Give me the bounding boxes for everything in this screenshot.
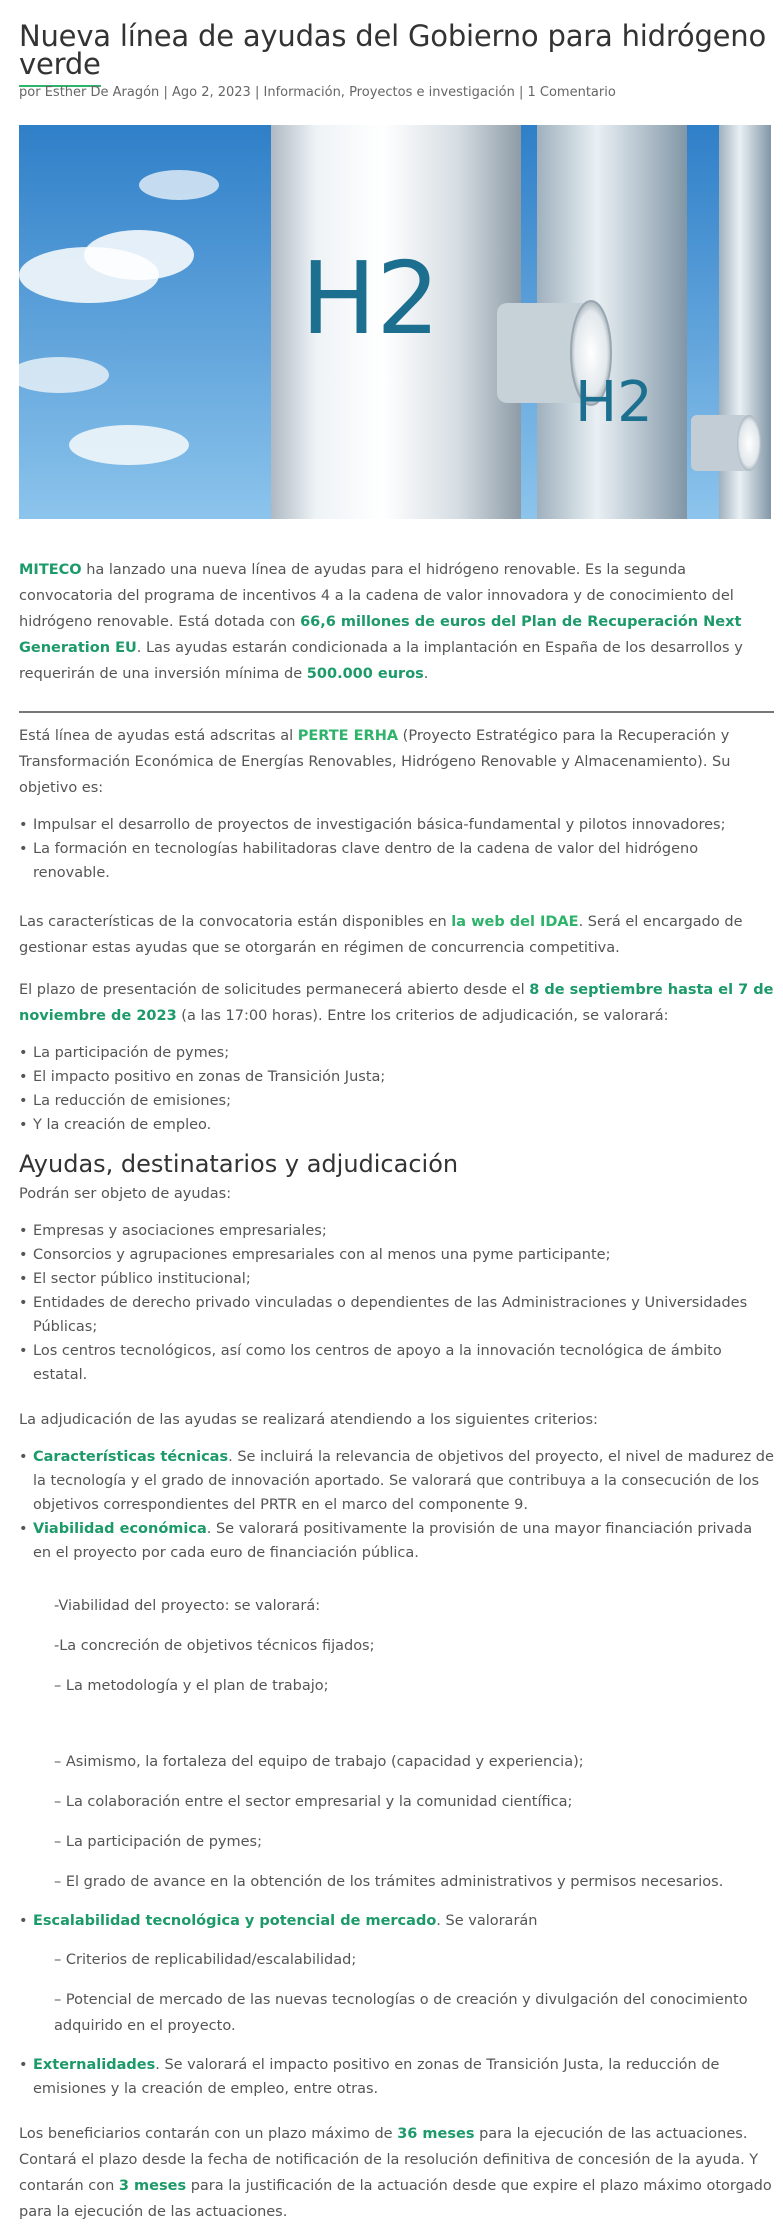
- beneficiaries-intro: Podrán ser objeto de ayudas:: [19, 1186, 232, 1202]
- subcriterion: – La participación de pymes;: [54, 1834, 262, 1850]
- beneficiaries-list: [19, 1219, 774, 1387]
- externalities-list: [19, 2053, 774, 2101]
- list-item: • La reducción de emisiones;: [33, 1089, 774, 1113]
- divider: [19, 711, 774, 713]
- list-item: • El impacto positivo en zonas de Transición Justa;: [33, 1065, 774, 1089]
- meta-by: por: [19, 85, 41, 100]
- final-text: para la ejecución de las actuaciones. Contará el plazo desde la fecha de notificación de la resolución definitiva de concesión de la ayuda. Y contarán con: [19, 2126, 759, 2194]
- plazo-text: (a las 17:00 horas). Entre los criterios de adjudicación, se valorará:: [176, 1008, 669, 1024]
- list-item: • Consorcios y agrupaciones empresariales con al menos una pyme participante;: [33, 1243, 774, 1267]
- list-item: • Empresas y asociaciones empresariales;: [33, 1219, 774, 1243]
- months-highlight: 36 meses: [397, 2126, 475, 2142]
- final-paragraph: [19, 2121, 774, 2225]
- meta-sep: |: [518, 85, 524, 100]
- criteria-intro: La adjudicación de las ayudas se realizará atendiendo a los siguientes criterios:: [19, 1412, 598, 1428]
- intro-text: ha lanzado una nueva línea de ayudas para el hidrógeno renovable. Es la segunda convocatoria del programa de incentivos 4 a la cadena de valor innovadora y de conocimiento del hidrógeno renovable. Está dotada con: [19, 562, 734, 630]
- perte-link[interactable]: PERTE ERHA: [297, 728, 399, 744]
- list-item: [33, 1909, 774, 1933]
- intro-paragraph: [19, 557, 774, 687]
- list-item: • Los centros tecnológicos, así como los centros de apoyo a la innovación tecnológica de ámbito estatal.: [33, 1339, 774, 1387]
- categories-link[interactable]: Información, Proyectos e investigación: [263, 85, 515, 100]
- list-item: • Impulsar el desarrollo de proyectos de investigación básica-fundamental y pilotos innovadores;: [33, 813, 774, 837]
- criterion-title: Características técnicas: [33, 1449, 229, 1465]
- list-item: • El sector público institucional;: [33, 1267, 774, 1291]
- author-link[interactable]: Esther De Aragón: [44, 85, 160, 100]
- comments-link[interactable]: 1 Comentario: [527, 85, 616, 100]
- final-text: Los beneficiarios contarán con un plazo máximo de: [19, 2126, 398, 2142]
- viability-subcriteria: [19, 1593, 774, 1895]
- criterion-title: Externalidades: [33, 2057, 156, 2073]
- idae-paragraph: [19, 909, 774, 961]
- miteco-link[interactable]: MITECO: [19, 562, 82, 578]
- subcriterion: – Asimismo, la fortaleza del equipo de trabajo (capacidad y experiencia);: [54, 1754, 584, 1770]
- intro-text: .: [423, 666, 429, 682]
- plazo-text: El plazo de presentación de solicitudes permanecerá abierto desde el: [19, 982, 530, 998]
- subcriterion: – Potencial de mercado de las nuevas tecnologías o de creación y divulgación del conocimiento adquirido en el proyecto.: [54, 1992, 748, 2034]
- list-item: • La formación en tecnologías habilitadoras clave dentro de la cadena de valor del hidrógeno renovable.: [33, 837, 774, 885]
- meta-sep: |: [163, 85, 168, 100]
- min-investment-highlight: 500.000 euros: [306, 666, 424, 682]
- plazo-paragraph: [19, 977, 774, 1029]
- post-date: Ago 2, 2023: [171, 85, 251, 100]
- hero-label-small: H2: [575, 370, 653, 435]
- criterion-title: Viabilidad económica: [33, 1521, 207, 1537]
- scalability-subcriteria: [19, 1947, 774, 2039]
- idae-link[interactable]: la web del IDAE: [451, 914, 579, 930]
- list-item: [33, 1517, 774, 1565]
- final-text: para la justificación de la actuación desde que expire el plazo máximo otorgado para la ejecución de las actuaciones.: [19, 2178, 772, 2220]
- section-heading: Ayudas, destinatarios y adjudicación: [19, 1150, 459, 1178]
- subcriterion: -Viabilidad del proyecto: se valorará:: [54, 1598, 321, 1614]
- criterion-text: . Se valorará positivamente la provisión de una mayor financiación privada en el proyecto por cada euro de financiación pública.: [33, 1521, 753, 1561]
- meta-sep: |: [254, 85, 260, 100]
- list-item: • Entidades de derecho privado vinculadas o dependientes de las Administraciones y Universidades Públicas;: [33, 1291, 774, 1339]
- intro-text: . Las ayudas estarán condicionada a la implantación en España de los desarrollos y requerirán de una inversión mínima de: [19, 640, 743, 682]
- perte-text: (Proyecto Estratégico para la Recuperación y Transformación Económica de Energías Renovables, Hidrógeno Renovable y Almacenamiento). Su objetivo es:: [19, 728, 731, 796]
- criterion-title: Escalabilidad tecnológica y potencial de mercado: [33, 1913, 437, 1929]
- hero-image: [19, 125, 771, 519]
- perte-list: [19, 813, 774, 885]
- article: [19, 19, 774, 2225]
- criteria-list: [19, 1041, 774, 1137]
- list-item: [33, 2053, 774, 2101]
- subcriterion: – La metodología y el plan de trabajo;: [54, 1678, 329, 1694]
- list-item: • Y la creación de empleo.: [33, 1113, 774, 1137]
- months-highlight: 3 meses: [118, 2178, 187, 2194]
- criterion-text: . Se valorará el impacto positivo en zonas de Transición Justa, la reducción de emisiones y la creación de empleo, entre otras.: [33, 2057, 720, 2097]
- hero-label-big: H2: [301, 240, 440, 357]
- criterion-text: . Se valorarán: [436, 1913, 538, 1929]
- dates-highlight: 8 de septiembre hasta el 7 de noviembre de 2023: [19, 982, 774, 1024]
- list-item: [33, 1445, 774, 1517]
- perte-paragraph: [19, 723, 774, 801]
- subcriterion: -La concreción de objetivos técnicos fijados;: [54, 1638, 375, 1654]
- idae-text: . Será el encargado de gestionar estas ayudas que se otorgarán en régimen de concurrencia competitiva.: [19, 914, 743, 956]
- subcriterion: – El grado de avance en la obtención de los trámites administrativos y permisos necesarios.: [54, 1874, 724, 1890]
- idae-text: Las características de la convocatoria están disponibles en: [19, 914, 452, 930]
- adjudication-criteria-list: [19, 1445, 774, 1565]
- subcriterion: – Criterios de replicabilidad/escalabilidad;: [54, 1952, 357, 1968]
- amount-highlight: 66,6 millones de euros del Plan de Recuperación Next Generation EU: [19, 614, 742, 656]
- perte-text: Está línea de ayudas está adscritas al: [19, 728, 298, 744]
- list-item: • La participación de pymes;: [33, 1041, 774, 1065]
- scalability-list: [19, 1909, 774, 1933]
- post-meta: [19, 84, 774, 102]
- hydrogen-tanks-illustration: [19, 125, 771, 519]
- criterion-text: . Se incluirá la relevancia de objetivos del proyecto, el nivel de madurez de la tecnología y el grado de innovación aportado. Se valorará que contribuya a la consecución de los objetivos correspondientes del PRTR en el marco del componente 9.: [33, 1449, 774, 1513]
- post-title: Nueva línea de ayudas del Gobierno para hidrógeno verde: [19, 19, 767, 81]
- subcriterion: – La colaboración entre el sector empresarial y la comunidad científica;: [54, 1794, 573, 1810]
